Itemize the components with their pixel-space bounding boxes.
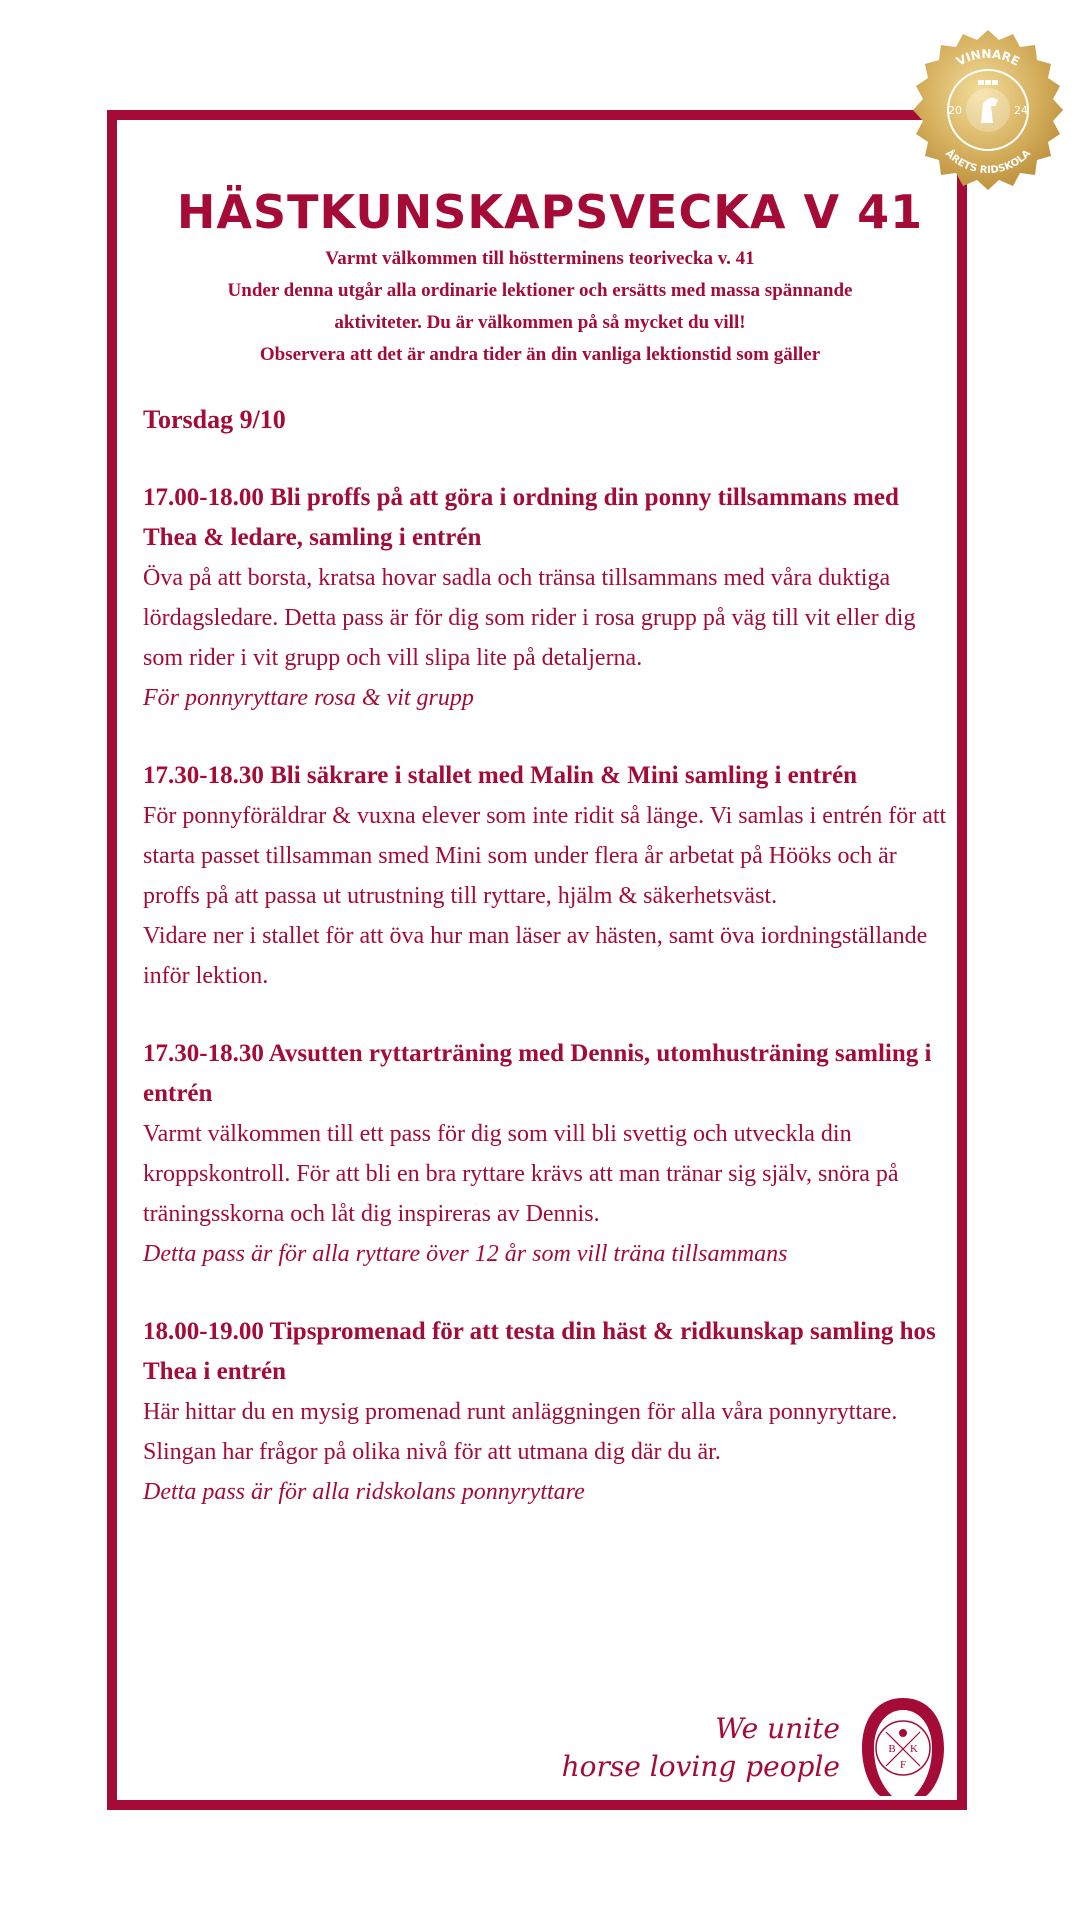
- tagline-line: horse loving people: [561, 1750, 840, 1783]
- club-logo: [858, 1690, 948, 1800]
- session-audience: För ponnyryttare rosa & vit grupp: [143, 685, 474, 711]
- session-description: För ponnyföräldrar & vuxna elever som inte ridit så länge. Vi samlas i entrén för att starta passet tillsamman smed Mini som under flera år arbetat på Hööks och är proffs på att passa ut utrustning till ryttare, hjälm & säkerhetsväst.: [143, 803, 947, 909]
- session-description: Öva på att borsta, kratsa hovar sadla och tränsa tillsammans med våra duktiga lördagsledare. Detta pass är för dig som rider i rosa grupp på väg till vit eller dig som rider i vit grupp och vill slipa lite på detaljerna.: [143, 565, 916, 671]
- intro-text: [130, 243, 950, 371]
- session-description: Här hittar du en mysig promenad runt anläggningen för alla våra ponnyryttare. Slingan har frågor på olika nivå för att utmana dig där du är.: [143, 1399, 898, 1465]
- session-item: [143, 478, 948, 718]
- badge-bottom-text: ÅRETS RIDSKOLA: [942, 148, 1034, 177]
- logo-letter: F: [899, 1759, 907, 1771]
- intro-line: Varmt välkommen till höstterminens teorivecka v. 41: [325, 248, 755, 269]
- page-title: HÄSTKUNSKAPSVECKA V 41: [176, 185, 924, 239]
- session-item: [143, 756, 948, 996]
- day-heading: Torsdag 9/10: [143, 405, 286, 434]
- badge-year-left: 20: [948, 104, 962, 117]
- intro-line: Observera att det är andra tider än din vanliga lektionstid som gäller: [259, 344, 821, 365]
- session-item: [143, 1312, 948, 1512]
- session-description-continued: Vidare ner i stallet för att öva hur man läser av hästen, samt öva iordningställande inför lektion.: [143, 923, 928, 989]
- schedule: [143, 400, 948, 1550]
- badge-year-right: 24: [1014, 104, 1028, 117]
- session-heading: 17.30-18.30 Bli säkrare i stallet med Malin & Mini samling i entrén: [143, 762, 858, 789]
- session-audience: Detta pass är för alla ryttare över 12 år som vill träna tillsammans: [143, 1241, 788, 1267]
- logo-letter: K: [910, 1743, 918, 1755]
- session-audience: Detta pass är för alla ridskolans ponnyryttare: [143, 1479, 585, 1505]
- session-description: Varmt välkommen till ett pass för dig som vill bli svettig och utveckla din kroppskontroll. För att bli en bra ryttare krävs att man tränar sig själv, snöra på träningsskorna och låt dig inspireras av Dennis.: [143, 1121, 899, 1227]
- award-badge: [903, 28, 1073, 198]
- logo-ring-text: HÖKS FÄLTRITTKLUBB: [879, 1769, 927, 1784]
- footer-tagline: [562, 1710, 840, 1786]
- crown-icon: [978, 80, 998, 85]
- session-heading: 17.30-18.30 Avsutten ryttarträning med Dennis, utomhusträning samling i entrén: [143, 1040, 932, 1107]
- session-heading: 17.00-18.00 Bli proffs på att göra i ordning din ponny tillsammans med Thea & ledare, samling i entrén: [143, 484, 899, 551]
- rose-icon: [899, 1729, 907, 1737]
- tagline-line: We unite: [715, 1712, 840, 1745]
- intro-line: aktiviteter. Du är välkommen på så mycket du vill!: [334, 312, 746, 333]
- intro-line: Under denna utgår alla ordinarie lektioner och ersätts med massa spännande: [227, 280, 853, 301]
- session-item: [143, 1034, 948, 1274]
- logo-letter: B: [888, 1743, 896, 1755]
- session-heading: 18.00-19.00 Tipspromenad för att testa din häst & ridkunskap samling hos Thea i entrén: [143, 1318, 936, 1385]
- badge-top-text: VINNARE: [954, 46, 1022, 69]
